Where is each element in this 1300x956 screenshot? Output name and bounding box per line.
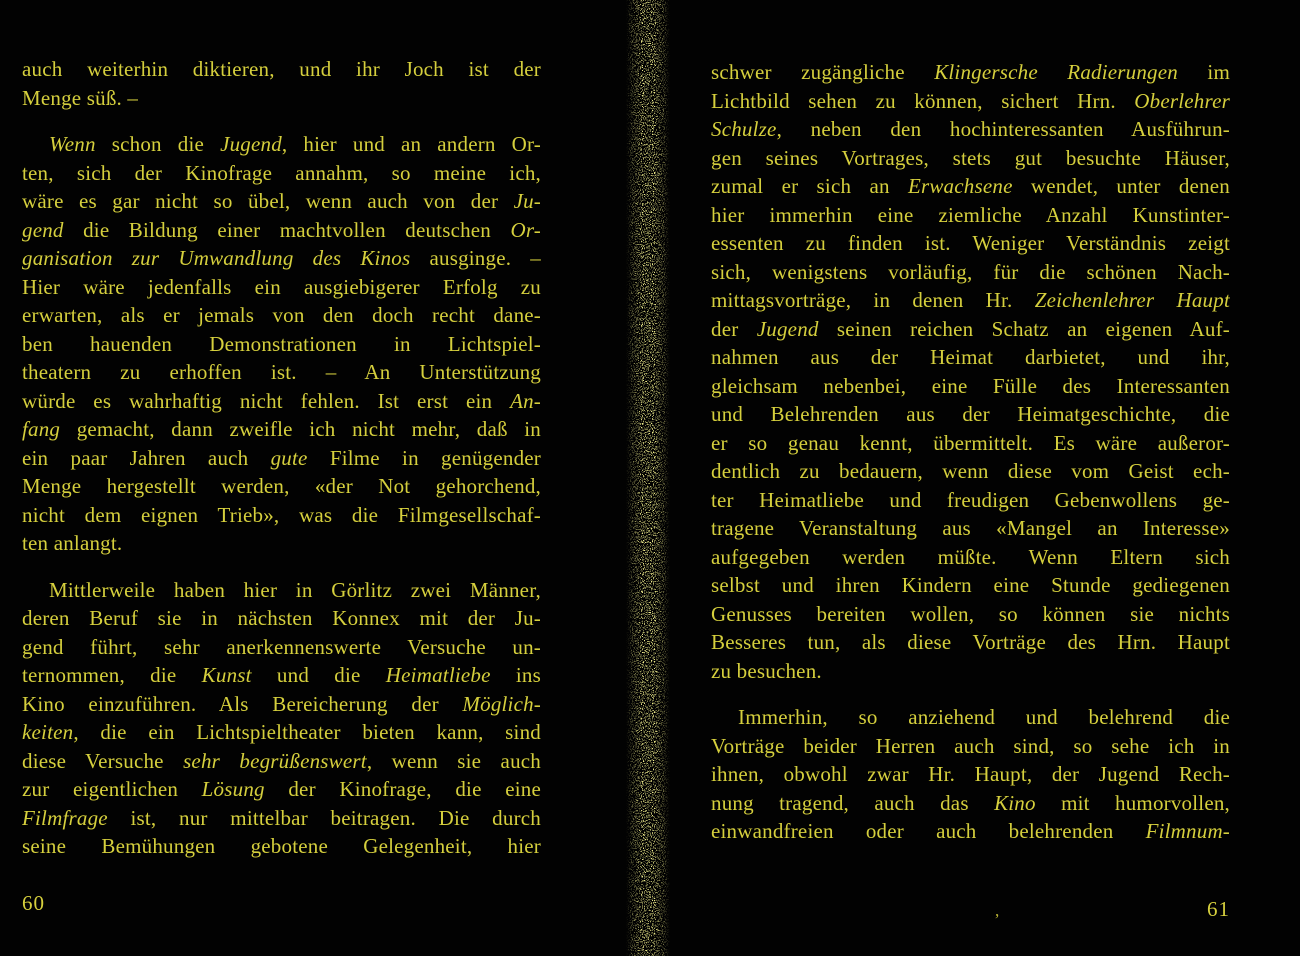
text-line	[22, 472, 541, 501]
text-line	[711, 789, 1230, 818]
text-line	[22, 775, 541, 804]
text-run: deren Beruf sie in nächsten Konnex mit der Ju-	[22, 606, 541, 630]
text-run: Lichtbild sehen zu können, sichert Hrn.	[711, 88, 1135, 113]
text-line	[711, 486, 1230, 515]
italic-run: Möglich-	[462, 691, 541, 716]
text-run: Menge süß. –	[22, 85, 139, 110]
text-run: , hier und an andern Or-	[281, 132, 541, 156]
text-run: ternommen, die	[22, 663, 202, 687]
text-line	[22, 604, 541, 633]
text-run: der	[711, 316, 757, 341]
text-run: einwandfreien oder auch belehrenden	[711, 819, 1146, 843]
text-run: gen seines Vortrages, stets gut besuchte Häuser,	[711, 145, 1230, 170]
text-run: aufgegeben werden müßte. Wenn Eltern sich	[711, 544, 1230, 569]
text-line	[22, 529, 541, 558]
text-line	[22, 387, 541, 416]
text-run: Immerhin, so anziehend und belehrend die	[738, 705, 1230, 729]
text-run: Vorträge beider Herren auch sind, so sehe ich in	[711, 733, 1230, 758]
text-run: zumal er sich an	[711, 174, 908, 198]
text-run: gemacht, dann zweifle ich nicht mehr, daß in	[60, 417, 541, 441]
paragraph	[711, 58, 1230, 685]
gutter-noise-svg	[626, 0, 670, 956]
text-run: seine Bemühungen gebotene Gelegenheit, hier	[22, 834, 541, 858]
text-line	[711, 543, 1230, 572]
text-run: wendet, unter denen	[1012, 174, 1230, 198]
text-run: Genusses bereiten wollen, so können sie nichts	[711, 601, 1230, 626]
text-line	[22, 501, 541, 530]
page-left-text	[22, 55, 541, 861]
italic-run: Kino	[994, 790, 1036, 815]
page-right-text	[711, 58, 1230, 846]
text-run: Filme in genügender	[307, 445, 541, 470]
text-line	[711, 144, 1230, 173]
text-line	[711, 400, 1230, 429]
italic-run: ganisation zur Umwandlung des Kinos	[22, 246, 411, 270]
text-line	[22, 747, 541, 776]
italic-run: Erwachsene	[907, 174, 1013, 198]
binding-gutter-texture	[626, 0, 670, 956]
text-run: ter Heimatliebe und freudigen Gebenwollens ge-	[711, 487, 1230, 512]
text-line	[22, 330, 541, 359]
text-run: tragene Veranstaltung aus «Mangel an Interesse»	[711, 516, 1230, 540]
text-line	[711, 258, 1230, 287]
text-line	[711, 760, 1230, 789]
text-run: theatern zu erhoffen ist. – An Unterstützung	[22, 360, 541, 384]
text-line	[711, 817, 1230, 846]
text-run: , neben den hochinteressanten Ausführun-	[776, 117, 1230, 141]
text-run: schon die	[95, 132, 221, 156]
text-run: die Bildung einer machtvollen deutschen	[63, 217, 511, 242]
text-line	[22, 718, 541, 747]
text-line	[22, 130, 541, 159]
text-run: auch weiterhin diktieren, und ihr Joch ist der	[22, 57, 541, 81]
text-line	[711, 343, 1230, 372]
paragraph	[22, 130, 541, 558]
text-line	[22, 415, 541, 444]
page-number-right: 61	[1207, 897, 1230, 921]
text-run: diese Versuche	[22, 748, 184, 773]
text-run: und die	[251, 663, 386, 687]
text-run: mit humorvollen,	[1035, 790, 1230, 815]
text-run: nicht dem eignen Trieb», was die Filmgesellschaf-	[22, 502, 541, 527]
italic-run: Oberlehrer	[1134, 88, 1230, 113]
italic-run: gute	[270, 445, 308, 470]
text-run: sich, wenigstens vorläufig, für die schönen Nach-	[711, 259, 1230, 284]
italic-run: Klingersche Radierungen	[934, 60, 1178, 84]
text-line	[22, 358, 541, 387]
text-run: gend führt, sehr anerkennenswerte Versuche un-	[22, 634, 541, 659]
text-run: ausginge. –	[410, 246, 541, 270]
text-run: nahmen aus der Heimat darbietet, und ihr,	[711, 345, 1230, 369]
text-line	[711, 457, 1230, 486]
text-run: Mittlerweile haben hier in Görlitz zwei Männer,	[49, 577, 541, 602]
text-run: im	[1177, 60, 1230, 84]
text-line	[711, 571, 1230, 600]
text-run: mittagsvorträge, in denen Hr.	[711, 288, 1035, 312]
text-line	[22, 244, 541, 273]
italic-run: Schulze	[711, 117, 777, 141]
italic-run: An-	[510, 388, 541, 413]
text-line	[22, 576, 541, 605]
italic-run: Kunst	[201, 663, 252, 687]
text-line	[22, 444, 541, 473]
italic-run: Wenn	[49, 132, 96, 156]
text-run: wäre es gar nicht so übel, wenn auch von der	[22, 189, 514, 213]
text-line	[711, 429, 1230, 458]
italic-run: Ju-	[513, 189, 541, 213]
text-run: zu besuchen.	[711, 658, 822, 683]
scan-artifact-mark: ,	[995, 901, 1000, 920]
text-line	[711, 58, 1230, 87]
text-line	[711, 703, 1230, 732]
text-line	[22, 273, 541, 302]
text-run: ins	[490, 663, 541, 687]
text-line	[711, 732, 1230, 761]
text-line	[711, 115, 1230, 144]
text-run: dentlich zu bedauern, wenn diese vom Geist ech-	[711, 459, 1230, 483]
italic-run: Heimatliebe	[385, 663, 491, 687]
text-line	[22, 633, 541, 662]
text-run: zur eigentlichen	[22, 777, 202, 801]
text-line	[22, 661, 541, 690]
text-line	[711, 628, 1230, 657]
italic-run: Jugend	[756, 316, 819, 341]
text-run: , wenn sie auch	[366, 748, 541, 773]
text-line	[711, 229, 1230, 258]
text-line	[711, 172, 1230, 201]
italic-run: Or-	[510, 217, 541, 242]
text-run: erwarten, als er jemals von den doch recht dane-	[22, 303, 541, 327]
text-line	[711, 600, 1230, 629]
text-line	[22, 832, 541, 861]
text-run: gleichsam nebenbei, eine Fülle des Interessanten	[711, 373, 1230, 398]
text-run: ten anlangt.	[22, 531, 123, 555]
text-run: der Kinofrage, die eine	[264, 777, 541, 801]
italic-run: Jugend	[220, 132, 282, 156]
text-line	[711, 87, 1230, 116]
text-line	[22, 55, 541, 84]
text-run: ihnen, obwohl zwar Hr. Haupt, der Jugend Rech-	[711, 762, 1230, 786]
text-run: ist, nur mittelbar beitragen. Die durch	[107, 805, 541, 830]
text-run: Menge hergestellt werden, «der Not gehorchend,	[22, 474, 541, 498]
text-line	[22, 159, 541, 188]
italic-run: Filmfrage	[22, 805, 108, 830]
text-run: würde es wahrhaftig nicht fehlen. Ist erst ein	[22, 388, 511, 413]
italic-run: Filmnum-	[1145, 819, 1230, 843]
text-run: seinen reichen Schatz an eigenen Auf-	[818, 316, 1230, 341]
text-run: nung tragend, auch das	[711, 790, 995, 815]
text-run: essenten zu finden ist. Weniger Verständnis zeigt	[711, 231, 1230, 255]
paragraph	[22, 576, 541, 861]
text-line	[22, 690, 541, 719]
text-line	[22, 301, 541, 330]
italic-run: Zeichenlehrer Haupt	[1034, 288, 1230, 312]
text-run: ten, sich der Kinofrage annahm, so meine ich,	[22, 160, 541, 185]
text-run: Hier wäre jedenfalls ein ausgiebigerer Erfolg zu	[22, 274, 541, 299]
text-line	[711, 657, 1230, 686]
text-line	[22, 187, 541, 216]
page-number-left: 60	[22, 891, 45, 915]
text-run: er so genau kennt, übermittelt. Es wäre außeror-	[711, 430, 1230, 455]
text-run: ein paar Jahren auch	[22, 445, 271, 470]
text-run: Kino einzuführen. Als Bereicherung der	[22, 691, 463, 716]
paragraph	[22, 55, 541, 112]
text-line	[22, 804, 541, 833]
text-run: schwer zugängliche	[711, 60, 935, 84]
text-run: selbst und ihren Kindern eine Stunde gediegenen	[711, 573, 1230, 597]
text-run: ben hauenden Demonstrationen in Lichtspiel-	[22, 331, 541, 356]
text-line	[22, 84, 541, 113]
text-run: und Belehrenden aus der Heimatgeschichte, die	[711, 402, 1230, 426]
text-run: Besseres tun, als diese Vorträge des Hrn. Haupt	[711, 630, 1230, 654]
italic-run: fang	[22, 417, 61, 441]
italic-run: sehr begrüßenswert	[183, 748, 367, 773]
paragraph	[711, 703, 1230, 846]
text-line	[711, 286, 1230, 315]
text-run: , die ein Lichtspieltheater bieten kann, sind	[73, 720, 541, 744]
italic-run: Lösung	[201, 777, 265, 801]
text-run: hier immerhin eine ziemliche Anzahl Kunstinter-	[711, 202, 1230, 227]
text-line	[22, 216, 541, 245]
text-line	[711, 201, 1230, 230]
italic-run: gend	[22, 217, 64, 242]
text-line	[711, 372, 1230, 401]
text-line	[711, 315, 1230, 344]
italic-run: keiten	[22, 720, 74, 744]
text-line	[711, 514, 1230, 543]
